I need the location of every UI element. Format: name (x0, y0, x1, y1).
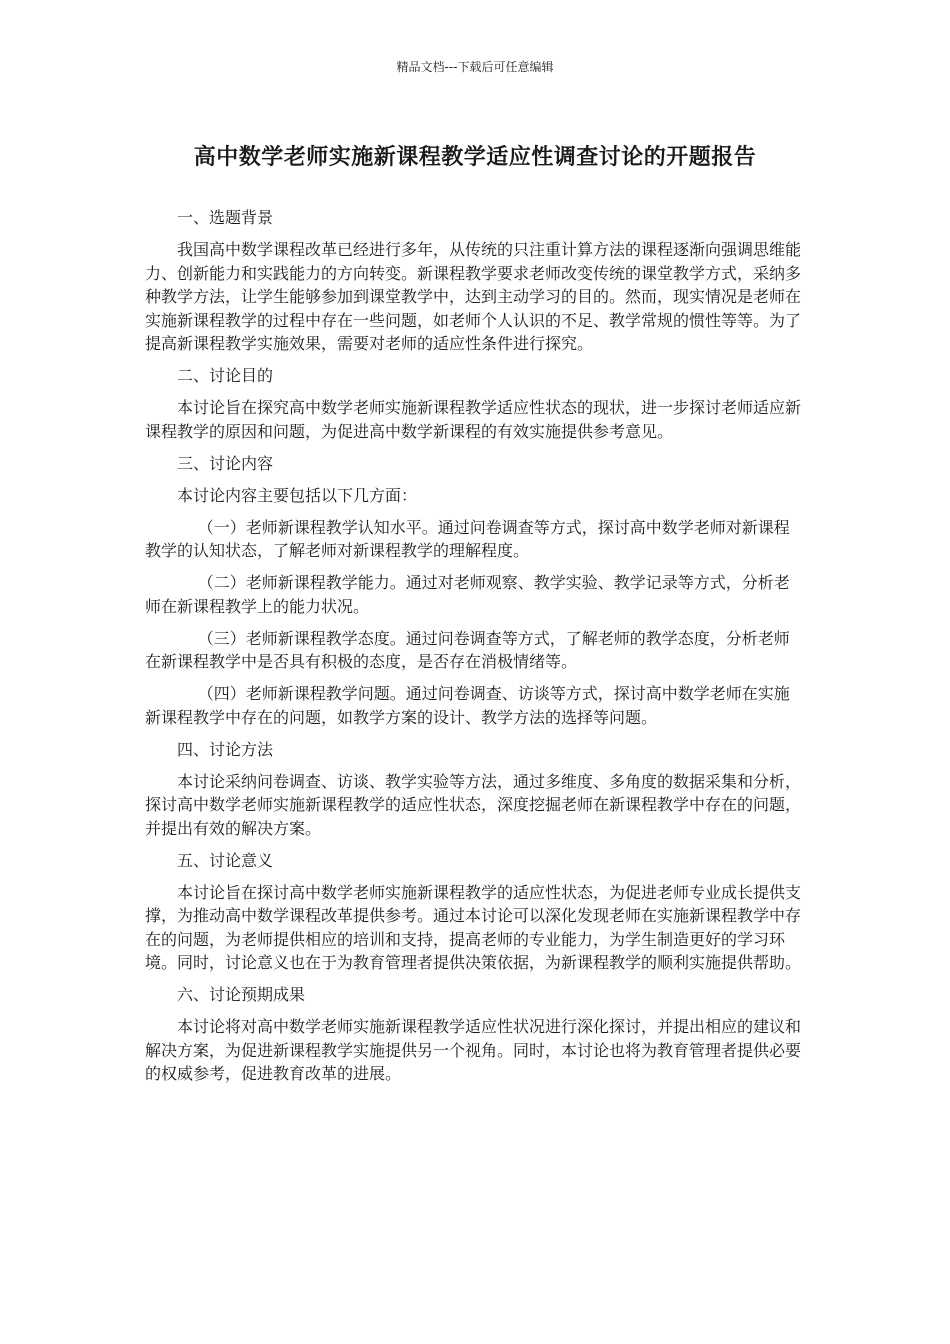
paragraph-significance: 本讨论旨在探讨高中数学老师实施新课程教学的适应性状态，为促进老师专业成长提供支撑，为推动高中数学课程改革提供参考。通过本讨论可以深化发现老师在实施新课程教学中存在的问题，为老师提供相应的培训和支持，提高老师的专业能力，为学生制造更好的学习环境。同时，讨论意义也在于为教育管理者提供决策依据，为新课程教学的顺利实施提供帮助。 (145, 882, 802, 972)
content-item-4: （四）老师新课程教学问题。通过问卷调查、访谈等方式，探讨高中数学老师在实施新课程教学中存在的问题，如教学方案的设计、教学方法的选择等问题。 (145, 684, 790, 727)
section-heading-significance: 五、讨论意义 (177, 850, 274, 870)
content-item-2: （二）老师新课程教学能力。通过对老师观察、教学实验、教学记录等方式，分析老师在新课程教学上的能力状况。 (145, 573, 790, 616)
document-body (145, 206, 805, 1094)
paragraph-method: 本讨论采纳问卷调查、访谈、教学实验等方法，通过多维度、多角度的数据采集和分析，探讨高中数学老师实施新课程教学的适应性状态，深度挖掘老师在新课程教学中存在的问题，并提出有效的解决方案。 (145, 771, 802, 838)
header-note: 精品文档---下载后可任意编辑 (396, 60, 554, 74)
paragraph-content-intro: 本讨论内容主要包括以下几方面： (177, 485, 418, 505)
section-heading-content: 三、讨论内容 (177, 453, 274, 473)
content-item-3: （三）老师新课程教学态度。通过问卷调查等方式，了解老师的教学态度，分析老师在新课程教学中是否具有积极的态度，是否存在消极情绪等。 (145, 628, 790, 671)
section-heading-purpose: 二、讨论目的 (177, 366, 274, 385)
document-title: 高中数学老师实施新课程教学适应性调查讨论的开题报告 (193, 145, 757, 170)
paragraph-background: 我国高中数学课程改革已经进行多年，从传统的只注重计算方法的课程逐渐向强调思维能力、创新能力和实践能力的方向转变。新课程教学要求老师改变传统的课堂教学方式，采纳多种教学方法，让学生能够参加到课堂教学中，达到主动学习的目的。然而，现实情况是老师在实施新课程教学的过程中存在一些问题，如老师个人认识的不足、教学常规的惯性等等。为了提高新课程教学实施效果，需要对老师的适应性条件进行探究。 (145, 240, 802, 353)
paragraph-purpose: 本讨论旨在探究高中数学老师实施新课程教学适应性状态的现状，进一步探讨老师适应新课程教学的原因和问题，为促进高中数学新课程的有效实施提供参考意见。 (145, 398, 802, 441)
section-heading-method: 四、讨论方法 (177, 739, 274, 759)
paragraph-expected-results: 本讨论将对高中数学老师实施新课程教学适应性状况进行深化探讨，并提出相应的建议和解决方案，为促进新课程教学实施提供另一个视角。同时，本讨论也将为教育管理者提供必要的权威参考，促进教育改革的进展。 (145, 1017, 802, 1083)
section-heading-background: 一、选题背景 (177, 208, 274, 227)
content-item-1: （一）老师新课程教学认知水平。通过问卷调查等方式，探讨高中数学老师对新课程教学的认知状态，了解老师对新课程教学的理解程度。 (145, 517, 790, 560)
section-heading-expected-results: 六、讨论预期成果 (177, 985, 306, 1004)
